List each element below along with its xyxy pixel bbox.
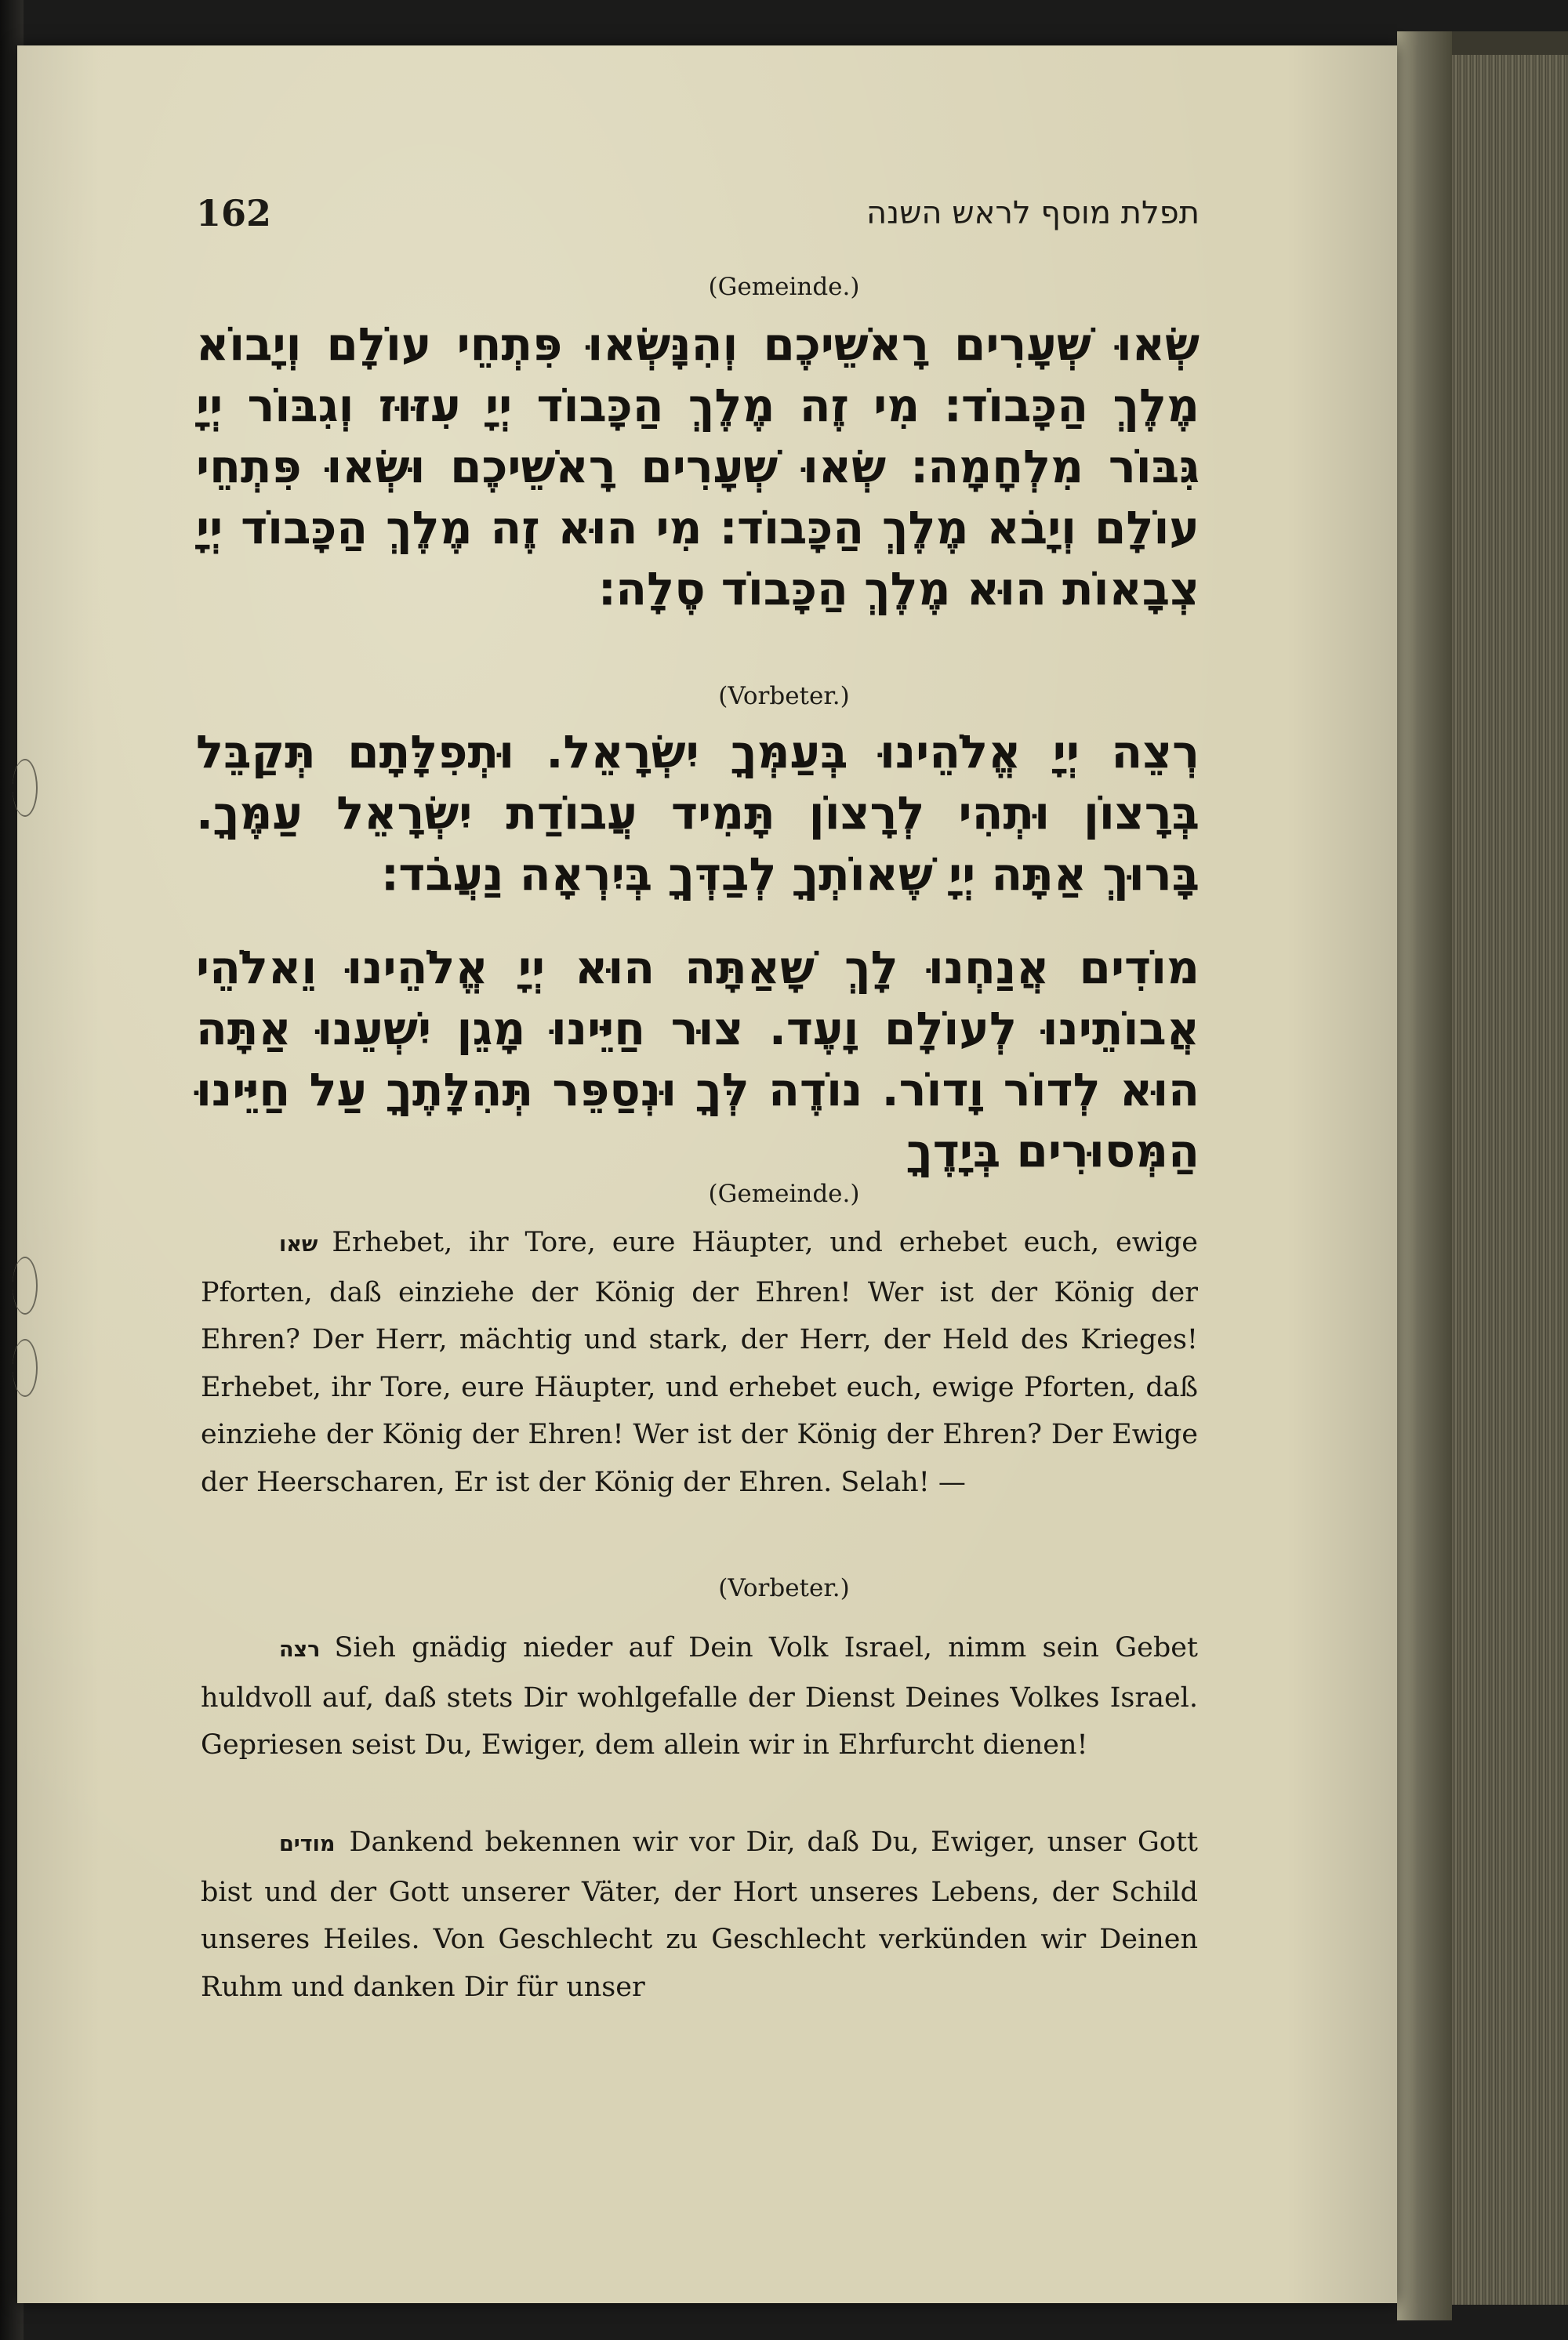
binding-hole [13, 1339, 38, 1397]
german-paragraph [201, 1624, 1198, 1769]
hebrew-incipit: רצה [279, 1638, 321, 1662]
german-text: Sieh gnädig nieder auf Dein Volk Israel, nimm sein Gebet huldvoll auf, daß stets Dir wohlgefalle der Dienst Deines Volkes Israel. Gepriesen seist Du, Ewiger, dem allein wir in Ehrfurcht dienen! [201, 1632, 1198, 1761]
running-head [196, 192, 1200, 247]
german-text: Erhebet, ihr Tore, eure Häupter, und erhebet euch, ewige Pforten, daß einziehe der König der Ehren! Wer ist der König der Ehren? Der Herr, mächtig und stark, der Herr, der Held des Krieges! Erhebet, ihr Tore, eure Häupter, und erhebet euch, ewige Pforten, daß einziehe der König der Ehren! Wer ist der König der Ehren? Der Ewige der Heerscharen, Er ist der König der Ehren. Selah! — [201, 1227, 1198, 1498]
hebrew-text-block: שְׂאוּ שְׁעָרִים רָאשֵׁיכֶם וְהִנָּשְׂאוּ פִּתְחֵי עוֹלָם וְיָבוֹא מֶלֶךְ הַכָּבוֹד׃ מִי זֶה מֶלֶךְ הַכָּבוֹד יְיָ עִזּוּז וְגִבּוֹר יְיָ גִּבּוֹר מִלְחָמָה׃ שְׂאוּ שְׁעָרִים רָאשֵׁיכֶם וּשְׂאוּ פִּתְחֵי עוֹלָם וְיָבֹא מֶלֶךְ הַכָּבוֹד׃ מִי הוּא זֶה מֶלֶךְ הַכָּבוֹד יְיָ צְבָאוֹת הוּא מֶלֶךְ הַכָּבוֹד סֶלָה׃ [196, 317, 1200, 615]
hebrew-text-block: מוֹדִים אֲנַחְנוּ לָךְ שָׁאַתָּה הוּא יְיָ אֱלֹהֵינוּ וֵאלֹהֵי אֲבוֹתֵינוּ לְעוֹלָם וָעֶד. צוּר חַיֵּינוּ מָגֵן יִשְׁעֵנוּ אַתָּה הוּא לְדוֹר וָדוֹר. נוֹדֶה לְּךָ וּנְסַפֵּר תְּהִלָּתֶךָ עַל חַיֵּינוּ הַמְּסוּרִים בְּיָדֶךָ [196, 941, 1200, 1177]
german-paragraph [201, 1819, 1198, 2011]
binding-hole [13, 759, 38, 817]
speaker-label-cantor: (Vorbeter.) [718, 682, 850, 710]
german-text: Dankend bekennen wir vor Dir, daß Du, Ewiger, unser Gott bist und der Gott unserer Väter, der Hort unseres Lebens, der Schild unseres Heiles. Von Geschlecht zu Geschlecht verkünden wir Deinen Ruhm und danken Dir für unser [201, 1827, 1198, 2003]
hebrew-text-block: רְצֵה יְיָ אֱלֹהֵינוּ בְּעַמְּךָ יִשְׂרָאֵל. וּתְפִלָּתָם תְּקַבֵּל בְּרָצוֹן וּתְהִי לְרָצוֹן תָּמִיד עֲבוֹדַת יִשְׂרָאֵל עַמֶּךָ. בָּרוּךְ אַתָּה יְיָ שֶׁאוֹתְךָ לְבַדְּךָ בְּיִרְאָה נַעֲבֹד׃ [196, 725, 1200, 901]
german-paragraph [201, 1219, 1198, 1506]
speaker-label-congregation: (Gemeinde.) [708, 1180, 860, 1208]
binding-hole [13, 1257, 38, 1315]
page-number: 162 [196, 192, 272, 234]
speaker-label-congregation: (Gemeinde.) [708, 273, 860, 301]
speaker-label-cantor: (Vorbeter.) [718, 1574, 850, 1602]
book-spine [1397, 31, 1452, 2320]
hebrew-incipit: שאו [279, 1232, 318, 1257]
hebrew-incipit: מודים [279, 1832, 336, 1856]
running-title: תפלת מוסף לראש השנה [866, 195, 1200, 231]
